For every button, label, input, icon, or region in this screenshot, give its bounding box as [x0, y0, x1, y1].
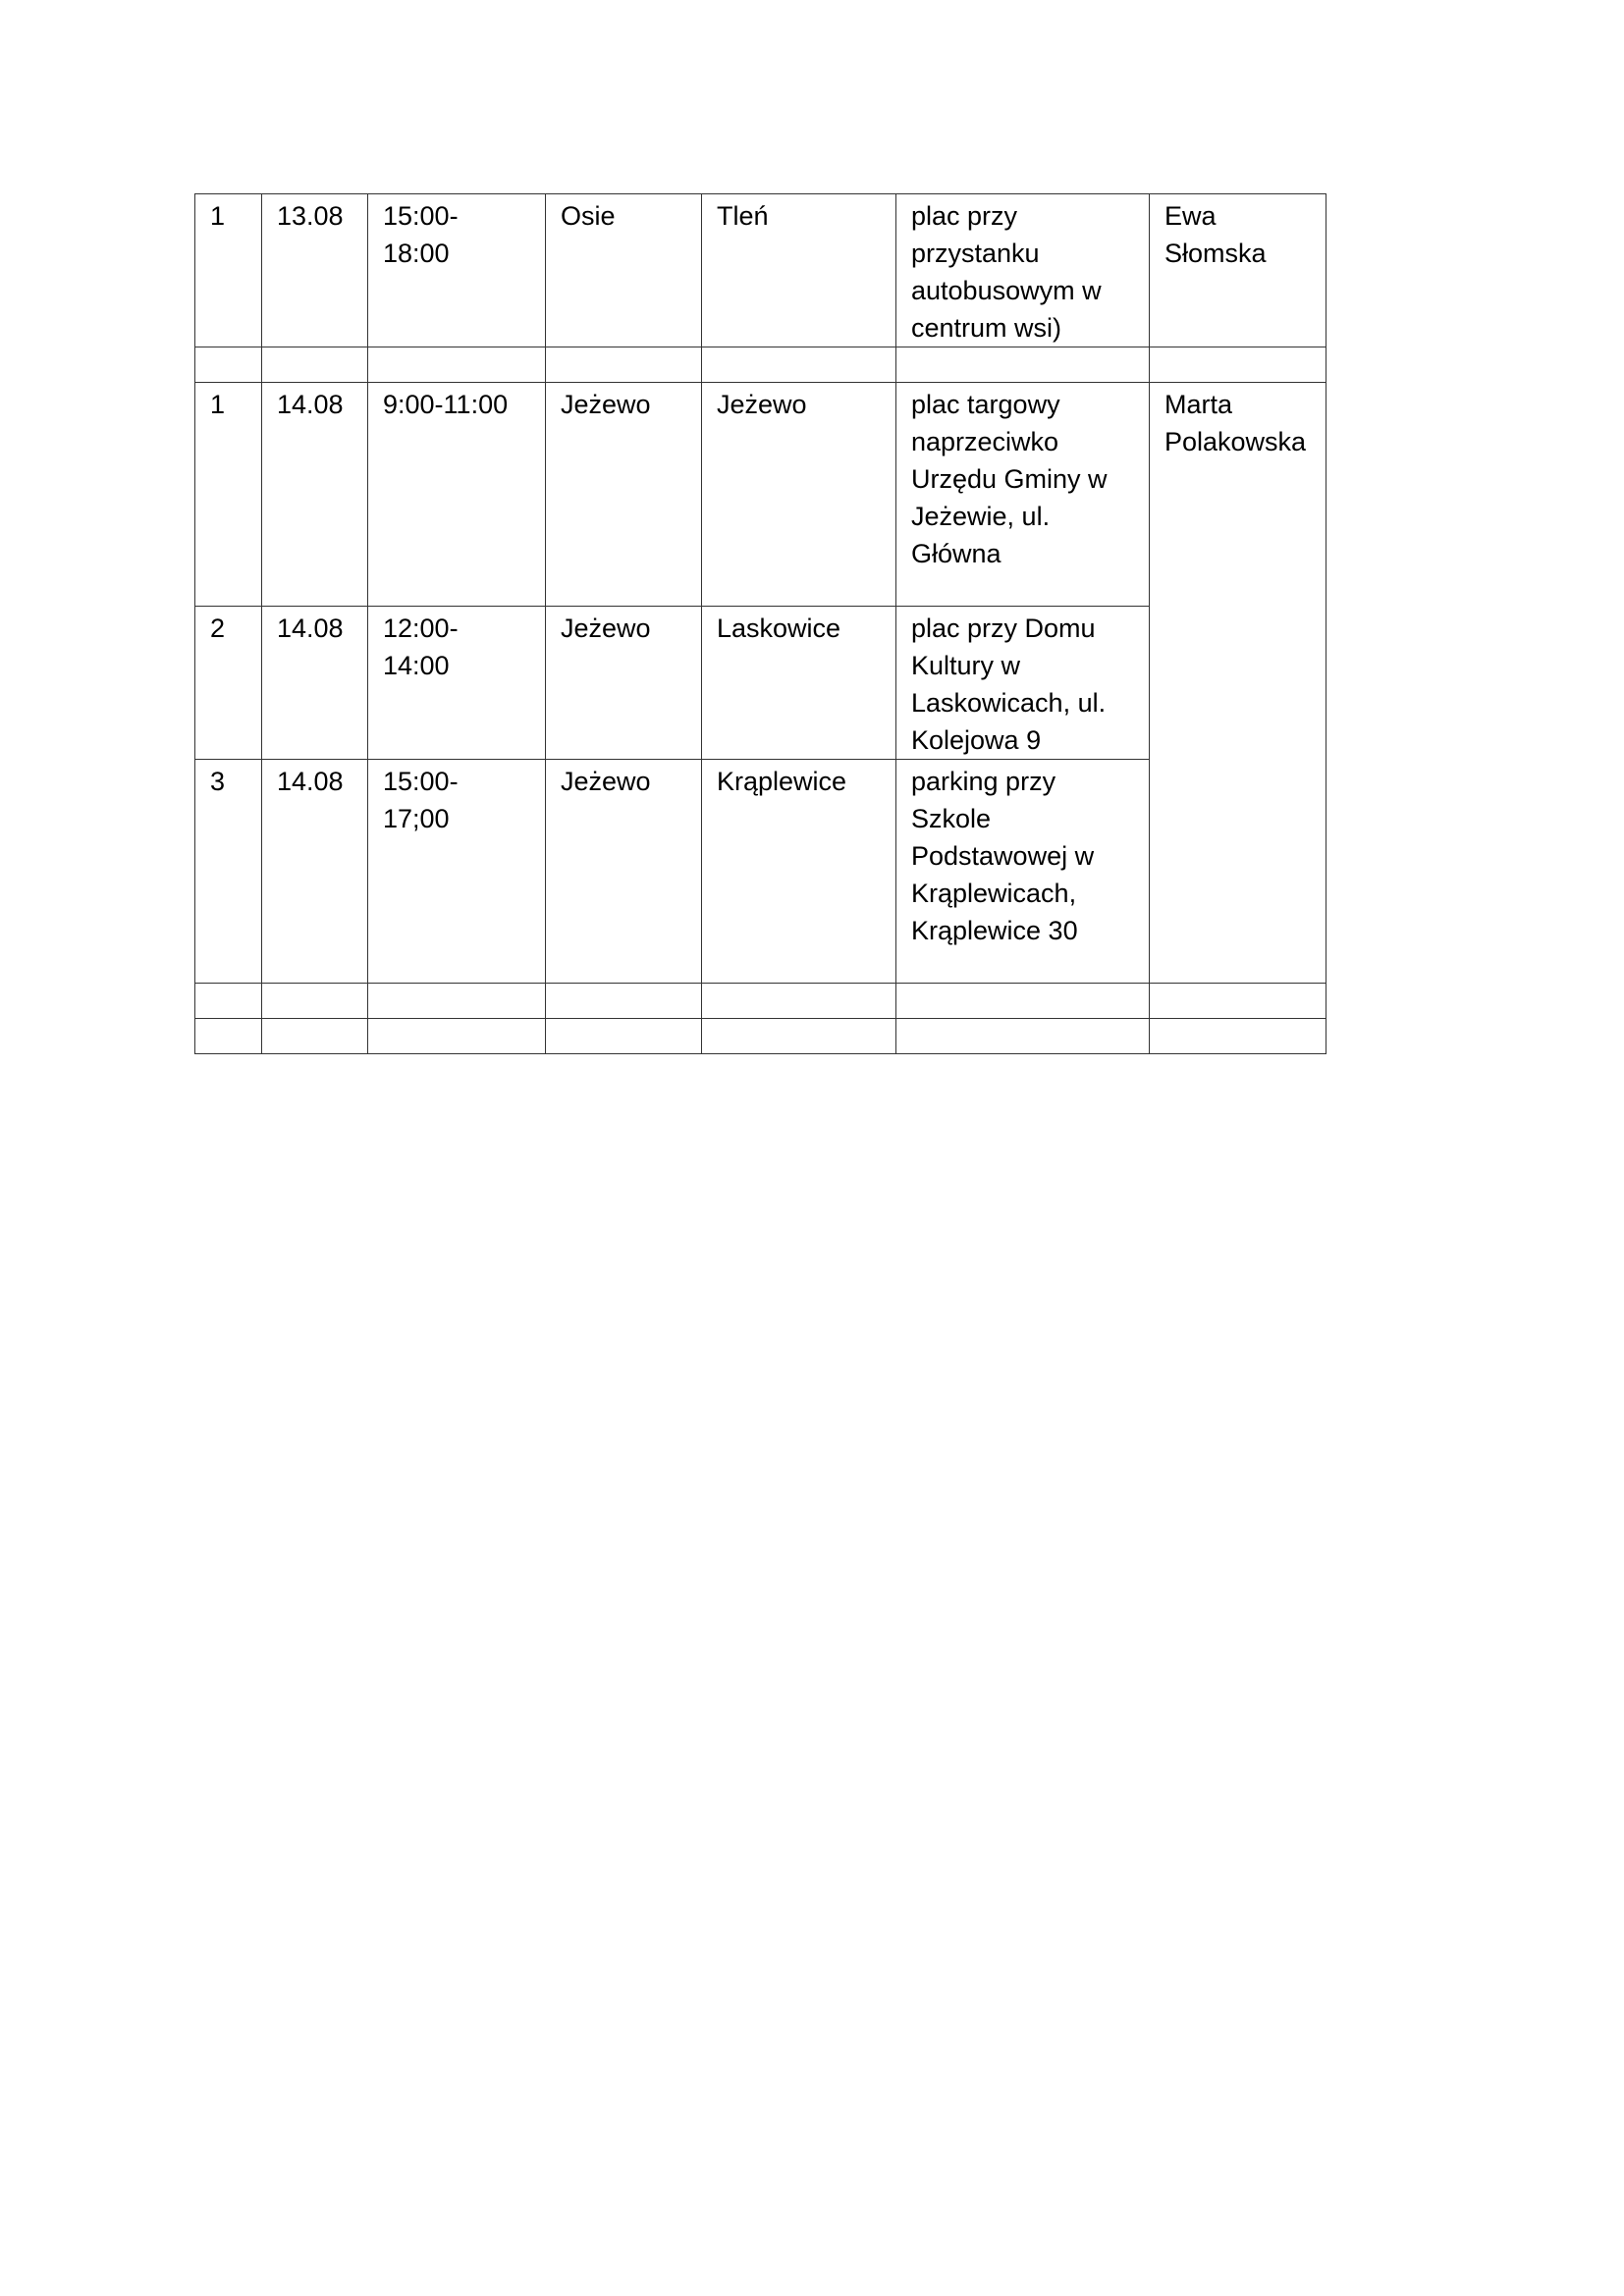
empty-cell	[1150, 984, 1326, 1019]
cell-municipality: Jeżewo	[546, 607, 702, 760]
cell-number: 3	[195, 760, 262, 984]
cell-person: Marta Polakowska	[1150, 383, 1326, 984]
cell-municipality: Jeżewo	[546, 760, 702, 984]
empty-cell	[546, 347, 702, 383]
cell-date: 14.08	[262, 607, 368, 760]
cell-number: 1	[195, 383, 262, 607]
empty-cell	[262, 1019, 368, 1054]
table-row	[195, 383, 1326, 607]
empty-cell	[262, 984, 368, 1019]
cell-place: plac przy przystanku autobusowym w centrum wsi)	[896, 194, 1150, 347]
cell-time: 15:00- 18:00	[368, 194, 546, 347]
empty-cell	[195, 1019, 262, 1054]
empty-row	[195, 347, 1326, 383]
empty-cell	[896, 1019, 1150, 1054]
empty-cell	[368, 347, 546, 383]
cell-time: 12:00- 14:00	[368, 607, 546, 760]
cell-municipality: Osie	[546, 194, 702, 347]
empty-cell	[702, 984, 896, 1019]
schedule-table	[194, 193, 1326, 1054]
cell-place: plac przy Domu Kultury w Laskowicach, ul. Kolejowa 9	[896, 607, 1150, 760]
cell-person: Ewa Słomska	[1150, 194, 1326, 347]
cell-date: 14.08	[262, 760, 368, 984]
cell-municipality: Jeżewo	[546, 383, 702, 607]
empty-cell	[1150, 1019, 1326, 1054]
empty-row	[195, 1019, 1326, 1054]
empty-cell	[262, 347, 368, 383]
cell-place: plac targowy naprzeciwko Urzędu Gminy w Jeżewie, ul. Główna	[896, 383, 1150, 607]
cell-village: Tleń	[702, 194, 896, 347]
empty-cell	[702, 347, 896, 383]
empty-cell	[546, 984, 702, 1019]
empty-cell	[195, 984, 262, 1019]
cell-time: 9:00-11:00	[368, 383, 546, 607]
table-row	[195, 194, 1326, 347]
empty-cell	[702, 1019, 896, 1054]
empty-cell	[195, 347, 262, 383]
cell-date: 14.08	[262, 383, 368, 607]
cell-number: 2	[195, 607, 262, 760]
cell-village: Jeżewo	[702, 383, 896, 607]
cell-village: Laskowice	[702, 607, 896, 760]
empty-cell	[896, 984, 1150, 1019]
empty-row	[195, 984, 1326, 1019]
cell-time: 15:00- 17;00	[368, 760, 546, 984]
cell-date: 13.08	[262, 194, 368, 347]
cell-place: parking przy Szkole Podstawowej w Krąplewicach, Krąplewice 30	[896, 760, 1150, 984]
cell-village: Krąplewice	[702, 760, 896, 984]
empty-cell	[368, 984, 546, 1019]
empty-cell	[1150, 347, 1326, 383]
empty-cell	[368, 1019, 546, 1054]
empty-cell	[546, 1019, 702, 1054]
cell-number: 1	[195, 194, 262, 347]
empty-cell	[896, 347, 1150, 383]
